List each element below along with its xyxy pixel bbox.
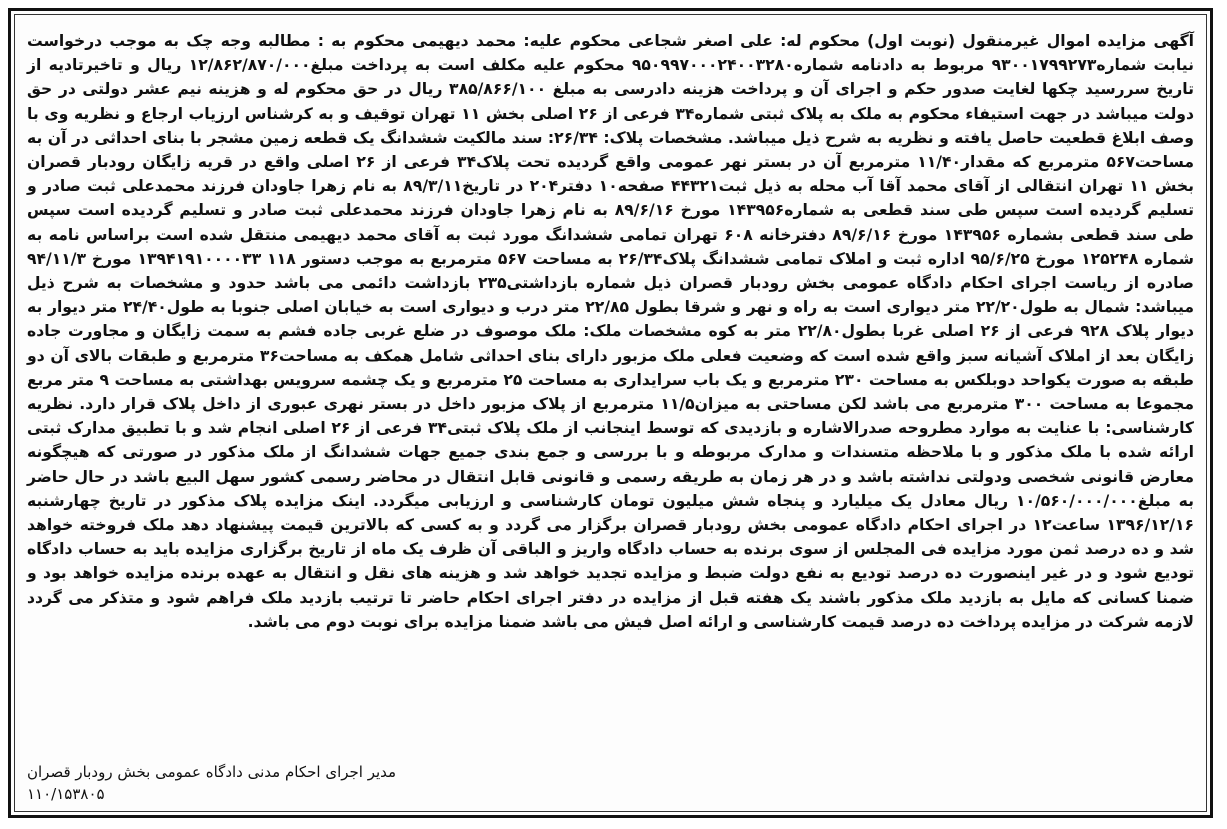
ad-code: ۱۱۰/۱۵۳۸۰۵: [27, 785, 105, 803]
notice-frame: [8, 8, 1213, 818]
signature-line: مدیر اجرای احکام مدنی دادگاه عمومی بخش رودبار قصران: [27, 763, 397, 781]
notice-footer: [27, 763, 1194, 807]
notice-paragraph: آگهی مزایده اموال غیرمنقول (نوبت اول) محکوم له: علی اصغر شجاعی محکوم علیه: محمد دیهیمی محکوم به : مطالبه وجه چک به موجب درخواست نیابت شماره۹۳۰۰۱۷۹۹۲۷۳ مربوط به دادنامه شماره۹۵۰۹۹۷۰۰۰۲۴۰۰۳۲۸۰ محکوم علیه مکلف است به پرداخت مبلغ۱۲/۸۶۲/۸۷۰/۰۰۰ ریال و تاخیرتادیه از تاریخ سررسید چکها لغایت صدور حکم و اجرای آن و پرداخت هزینه دادرسی به مبلغ ۳۸۵/۸۶۶/۱۰۰ ریال در حق محکوم له و هزینه نیم عشر دولتی در حق دولت میباشد در جهت استیفاء محکوم به ملک به پلاک ثبتی شماره۳۴ فرعی از ۲۶ اصلی بخش ۱۱ تهران توقیف و به کرشناس ارزیاب ارجاع و نظریه وی با وصف ابلاغ قطعیت حاصل یافته و نظریه به شرح ذیل میباشد. مشخصات پلاک: ۲۶/۳۴: سند مالکیت ششدانگ یک قطعه زمین مشجر با بنای احداثی در آن به مساحت۵۶۷ مترمربع که مقدار۱۱/۴۰ مترمربع آن در بستر نهر عمومی واقع گردیده تحت پلاک۳۴ فرعی از ۲۶ اصلی واقع در قریه زایگان رودبار قصران بخش ۱۱ تهران انتقالی از آقای محمد آقا آب محله به ذیل ثبت۴۴۳۲۱ صفحه۱۰ دفتر۲۰۴ در تاریخ۸۹/۳/۱۱ به نام زهرا جاودان فرزند محمدعلی ثبت صادر و تسلیم گردیده است سپس طی سند قطعی به شماره۱۴۳۹۵۶ مورخ ۸۹/۶/۱۶ به نام زهرا جاودان فرزند محمدعلی ثبت صادر و تسلیم گردیده است سپس طی سند قطعی بشماره ۱۴۳۹۵۶ مورخ ۸۹/۶/۱۶ دفترخانه ۶۰۸ تهران تمامی ششدانگ مورد ثبت به آقای محمد دیهیمی منتقل شده است براساس نامه به شماره ۱۲۵۲۴۸ مورخ ۹۵/۶/۲۵ اداره ثبت و املاک تمامی ششدانگ پلاک۲۶/۳۴ به مساحت ۵۶۷ مترمربع به موجب دستور ۱۱۸ ۱۳۹۴۱۹۱۰۰۰۰۳۳ مورخ ۹۴/۱۱/۳ صادره از ریاست اجرای احکام دادگاه عمومی بخش رودبار قصران ذیل شماره بازداشتی۲۳۵ بازداشت دائمی می باشد حدود و مشخصات به شرح ذیل میباشد: شمال به طول۲۲/۲۰ متر دیواری است به راه و نهر و شرقا بطول ۲۲/۸۵ متر درب و دیواری است به خیابان اصلی جنوبا به طول۲۴/۴۰ متر دیوار به دیوار پلاک ۹۲۸ فرعی از ۲۶ اصلی غربا بطول۲۲/۸۰ متر به کوه مشخصات ملک: ملک موصوف در ضلع غربی جاده فشم به سمت زایگان و مجاورت جاده زایگان بعد از املاک آشیانه سبز واقع شده است که وضعیت فعلی ملک مزبور دارای بنای احداثی شامل همکف به مساحت۳۶ مترمربع و طبقات بالای آن دو طبقه به صورت یکواحد دوبلکس به مساحت ۲۳۰ مترمربع و یک باب سرایداری به مساحت ۲۵ مترمربع و یک چشمه سرویس بهداشتی به مساحت ۹ متر مربع مجموعا به مساحت ۳۰۰ مترمربع می باشد لکن مساحتی به میزان۱۱/۵ مترمربع از پلاک مزبور داخل در بستر نهری عبوری از داخل پلاک قرار دارد. نظریه کارشناسی: با عنایت به موارد مطروحه صدرالاشاره و بازدیدی که توسط اینجانب از ملک پلاک ثبتی۳۴ فرعی از ۲۶ اصلی انجام شد و با تطبیق مدارک ثبتی ارائه شده با ملک مذکور و با ملاحظه متسندات و مدارک مربوطه و با بررسی و جمع بندی جمیع جهات ششدانگ از ملک مذکور در صورتی که هیچگونه معارض قانونی شخصی ودولتی نداشته باشد و در هر زمان به طریقه رسمی و قانونی قابل انتقال در محاضر رسمی کشور سهل البیع باشد در حال حاضر به مبلغ۱۰/۵۶۰/۰۰۰/۰۰۰ ریال معادل یک میلیارد و پنجاه شش میلیون تومان کارشناسی و ارزیابی میگردد. اینک مزایده پلاک مذکور در تاریخ چهارشنبه ۱۳۹۶/۱۲/۱۶ ساعت۱۲ در اجرای احکام دادگاه عمومی بخش رودبار قصران برگزار می گردد و به کسی که بالاترین قیمت پیشنهاد دهد ملک فروخته خواهد شد و ده درصد ثمن مورد مزایده فی المجلس از سوی برنده به حساب دادگاه واریز و الباقی آن ظرف یک ماه از تاریخ برگزاری مزایده باید به حساب دادگاه تودیع شود و در غیر اینصورت ده درصد تودیع به نفع دولت ضبط و مزایده تجدید خواهد شد و هزینه های نقل و انتقال به عهده برنده مزایده خواهد بود و ضمنا کسانی که مایل به بازدید ملک مذکور باشند یک هفته قبل از مزایده در دفتر اجرای احکام حاضر تا ترتیب بازدید ملک فراهم شود و متذکر می گردد لازمه شرکت در مزایده پرداخت ده درصد قیمت کارشناسی و ارائه اصل فیش می باشد ضمنا مزایده برای نوبت دوم می باشد.: [27, 32, 1195, 631]
notice-body: [27, 29, 1194, 634]
